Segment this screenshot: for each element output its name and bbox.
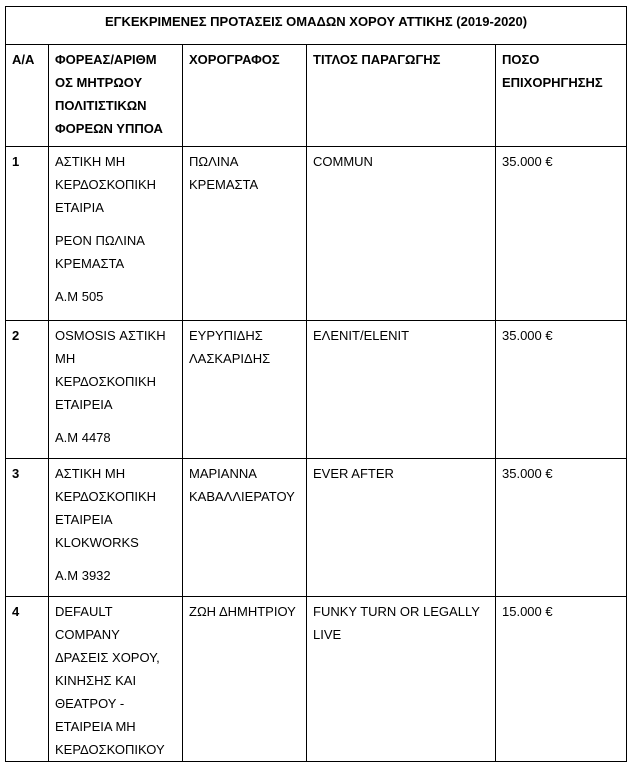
header-row (6, 45, 627, 147)
row-choreographer: ΕΥΡΥΠΙΔΗΣ ΛΑΣΚΑΡΙΔΗΣ (183, 321, 307, 459)
row-production: ΕΛΕΝΙΤ/ELENIT (307, 321, 496, 459)
org-line: ΑΣΤΙΚΗ ΜΗ ΚΕΡΔΟΣΚΟΠΙΚΗ ΕΤΑΙΡΙΑ (55, 154, 157, 215)
row-choreographer: ΜΑΡΙΑΝΝΑ ΚΑΒΑΛΛΙΕΡΑΤΟΥ (183, 459, 307, 597)
row-choreographer: ΠΩΛΙΝΑ ΚΡΕΜΑΣΤΑ (183, 147, 307, 321)
table-row (6, 459, 627, 597)
org-line: ΡΕΟΝ ΠΩΛΙΝΑ ΚΡΕΜΑΣΤΑ (55, 233, 145, 271)
row-amount: 35.000 € (496, 147, 627, 321)
row-org (49, 321, 183, 459)
org-line: Α.Μ 3932 (55, 568, 111, 583)
table-row (6, 321, 627, 459)
row-amount: 35.000 € (496, 459, 627, 597)
header-production: ΤΙΤΛΟΣ ΠΑΡΑΓΩΓΗΣ (307, 45, 496, 147)
row-num: 1 (6, 147, 49, 321)
row-org (49, 459, 183, 597)
row-amount: 35.000 € (496, 321, 627, 459)
row-production: EVER AFTER (307, 459, 496, 597)
org-line: Α.Μ 4478 (55, 430, 111, 445)
org-line: DEFAULT COMPANY ΔΡΑΣΕΙΣ ΧΟΡΟΥ, ΚΙΝΗΣΗΣ ΚΑΙ ΘΕΑΤΡΟΥ - ΕΤΑΙΡΕΙΑ ΜΗ ΚΕΡΔΟΣΚΟΠΙΚΟΥ (55, 604, 165, 757)
table-title: ΕΓΚΕΚΡΙΜΕΝΕΣ ΠΡΟΤΑΣΕΙΣ ΟΜΑΔΩΝ ΧΟΡΟΥ ΑΤΤΙΚΗΣ (2019-2020) (6, 7, 627, 45)
row-num: 4 (6, 597, 49, 762)
header-amount: ΠΟΣΟ ΕΠΙΧΟΡΗΓΗΣΗΣ (496, 45, 627, 147)
header-num: Α/Α (6, 45, 49, 147)
table-row (6, 147, 627, 321)
org-line: Α.Μ 505 (55, 289, 104, 304)
title-row (6, 7, 627, 45)
header-org: ΦΟΡΕΑΣ/ΑΡΙΘΜ ΟΣ ΜΗΤΡΩΟΥ ΠΟΛΙΤΙΣΤΙΚΩΝ ΦΟΡΕΩΝ ΥΠΠΟΑ (49, 45, 183, 147)
row-production: FUNKY TURN OR LEGALLY LIVE (307, 597, 496, 762)
row-choreographer: ΖΩΗ ΔΗΜΗΤΡΙΟΥ (183, 597, 307, 762)
table-row (6, 597, 627, 762)
row-amount: 15.000 € (496, 597, 627, 762)
org-line: ΑΣΤΙΚΗ ΜΗ ΚΕΡΔΟΣΚΟΠΙΚΗ ΕΤΑΙΡΕΙΑ KLOKWORKS (55, 466, 157, 550)
org-line: OSMOSIS ΑΣΤΙΚΗ ΜΗ ΚΕΡΔΟΣΚΟΠΙΚΗ ΕΤΑΙΡΕΙΑ (55, 328, 166, 412)
row-org (49, 597, 183, 762)
row-org (49, 147, 183, 321)
row-production: COMMUN (307, 147, 496, 321)
grants-table (5, 6, 627, 762)
row-num: 2 (6, 321, 49, 459)
row-num: 3 (6, 459, 49, 597)
header-choreographer: ΧΟΡΟΓΡΑΦΟΣ (183, 45, 307, 147)
